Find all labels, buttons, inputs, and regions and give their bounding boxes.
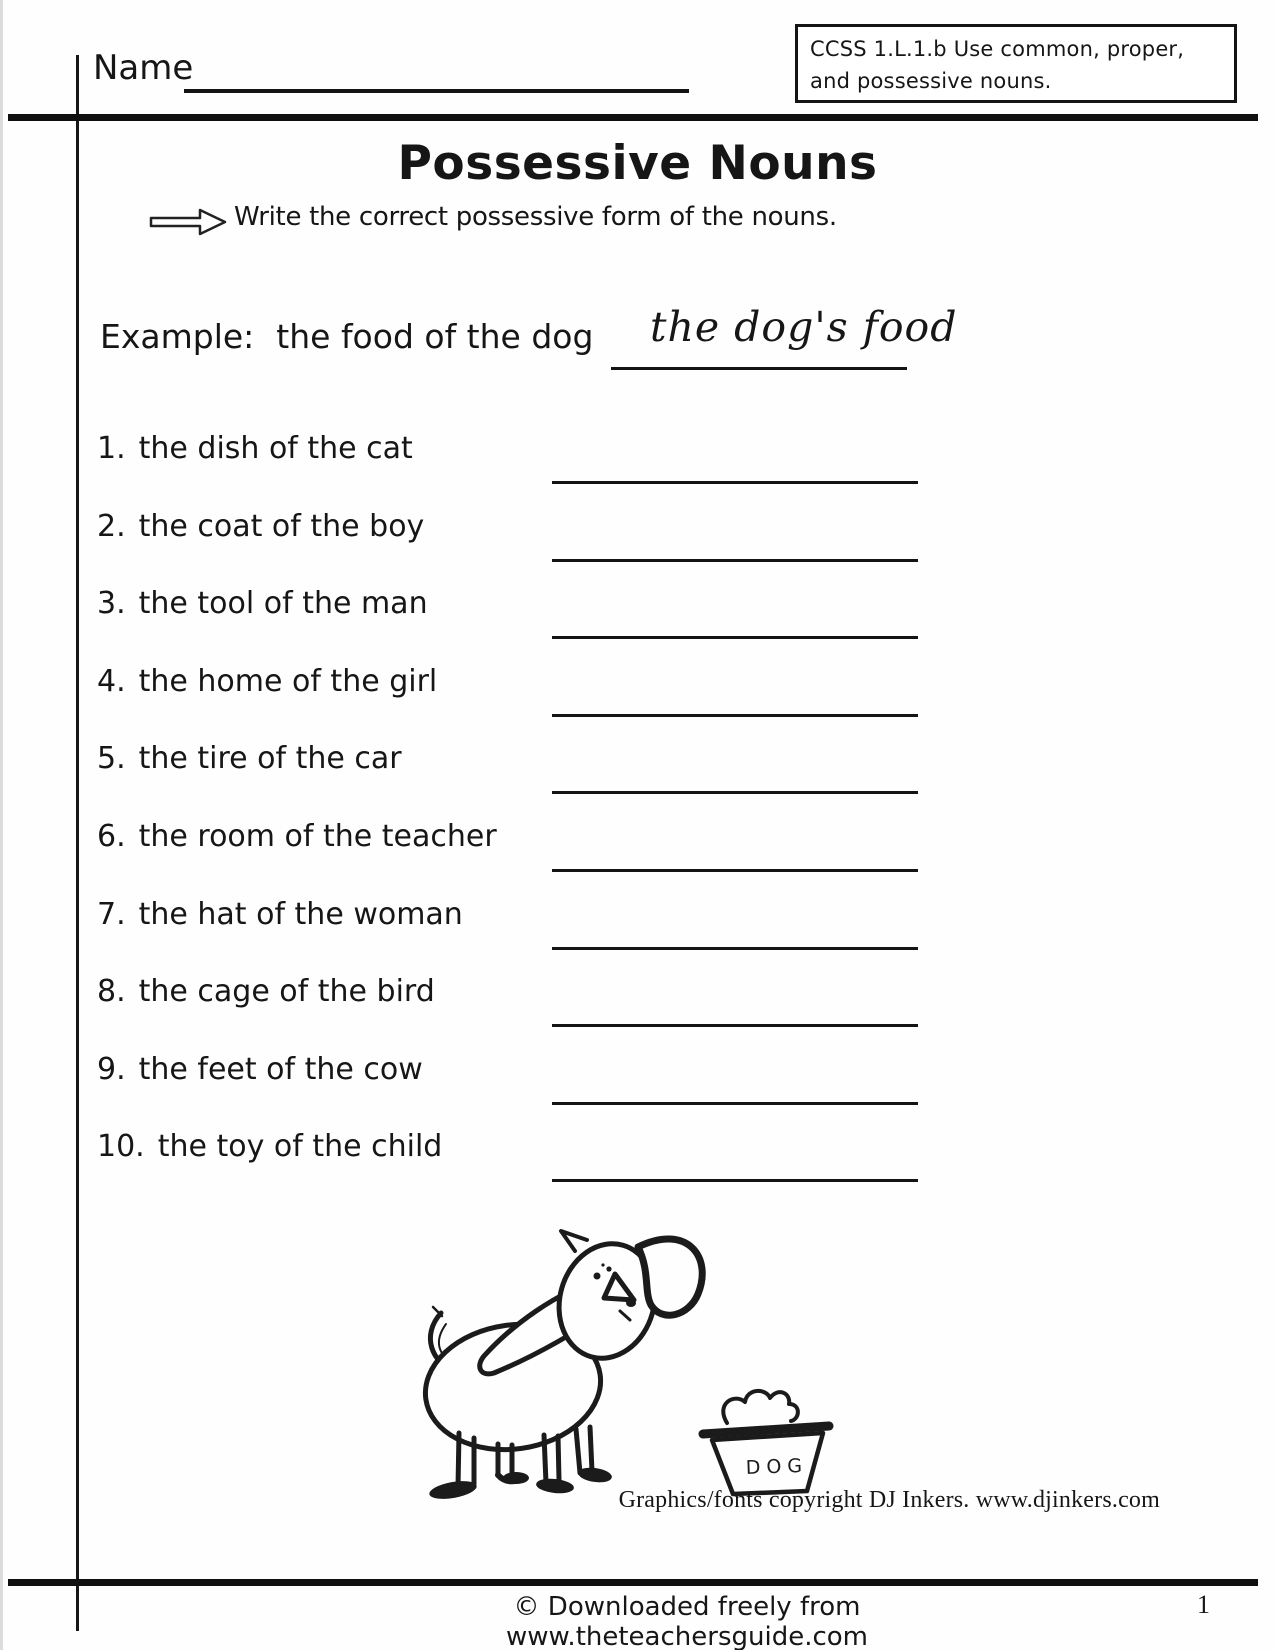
list-item: [97, 1129, 957, 1191]
footer-divider-rule: [8, 1579, 1258, 1586]
item-number: 2.: [97, 508, 126, 544]
item-number: 9.: [97, 1051, 126, 1087]
answer-blank-line: [552, 791, 918, 794]
example-prompt: the food of the dog: [276, 317, 594, 356]
list-item: [97, 974, 957, 1036]
answer-blank-line: [552, 1024, 918, 1027]
list-item: [97, 741, 957, 803]
answer-blank-line: [552, 1102, 918, 1105]
instruction-text: Write the correct possessive form of the nouns.: [234, 202, 837, 232]
item-number: 7.: [97, 896, 126, 932]
item-number: 1.: [97, 431, 126, 466]
left-margin-rule: [76, 55, 79, 1631]
list-item: [97, 431, 957, 493]
page-title: Possessive Nouns: [397, 136, 878, 191]
list-item: [97, 509, 957, 571]
answer-blank-line: [552, 714, 918, 717]
example-underline: [611, 367, 907, 370]
bowl-label: DOG: [745, 1454, 809, 1479]
ccss-standard-box: CCSS 1.L.1.b Use common, proper, and possessive nouns.: [795, 24, 1237, 103]
item-phrase: the tire of the car: [138, 741, 402, 777]
example-answer-handwriting: the dog's food: [650, 303, 958, 351]
name-label: Name: [93, 48, 194, 88]
item-number: 8.: [97, 974, 126, 1010]
answer-blank-line: [552, 636, 918, 639]
answer-blank-line: [552, 481, 918, 484]
arrow-icon: [147, 206, 229, 238]
item-phrase: the room of the teacher: [138, 819, 497, 854]
item-phrase: the toy of the child: [157, 1129, 443, 1165]
list-item: [97, 664, 957, 726]
footer-source: © Downloaded freely from www.theteachersguide.com: [506, 1592, 868, 1650]
item-phrase: the hat of the woman: [138, 896, 463, 932]
item-phrase: the cage of the bird: [138, 974, 435, 1010]
item-phrase: the coat of the boy: [138, 508, 425, 544]
scan-edge: [0, 0, 3, 1650]
item-number: 10.: [97, 1129, 145, 1165]
list-item: [97, 819, 957, 881]
answer-blank-line: [552, 1179, 918, 1182]
answer-blank-line: [552, 869, 918, 872]
item-number: 5.: [97, 741, 126, 777]
example-row: [100, 317, 593, 356]
item-number: 6.: [97, 819, 126, 854]
example-label: Example:: [100, 317, 255, 356]
name-blank-line: [184, 89, 689, 93]
answer-blank-line: [552, 947, 918, 950]
item-phrase: the feet of the cow: [138, 1051, 423, 1087]
item-phrase: the tool of the man: [138, 586, 428, 622]
graphics-credit: Graphics/fonts copyright DJ Inkers. www.djinkers.com: [618, 1487, 1160, 1513]
list-item: [97, 1052, 957, 1114]
item-number: 4.: [97, 663, 126, 699]
page-number: 1: [1197, 1590, 1210, 1619]
answer-blank-line: [552, 559, 918, 562]
header-divider-rule: [8, 114, 1258, 121]
item-phrase: the dish of the cat: [138, 431, 413, 466]
item-number: 3.: [97, 586, 126, 622]
list-item: [97, 586, 957, 648]
dog-and-bowl-illustration: [395, 1195, 835, 1500]
item-phrase: the home of the girl: [138, 663, 438, 699]
list-item: [97, 897, 957, 959]
